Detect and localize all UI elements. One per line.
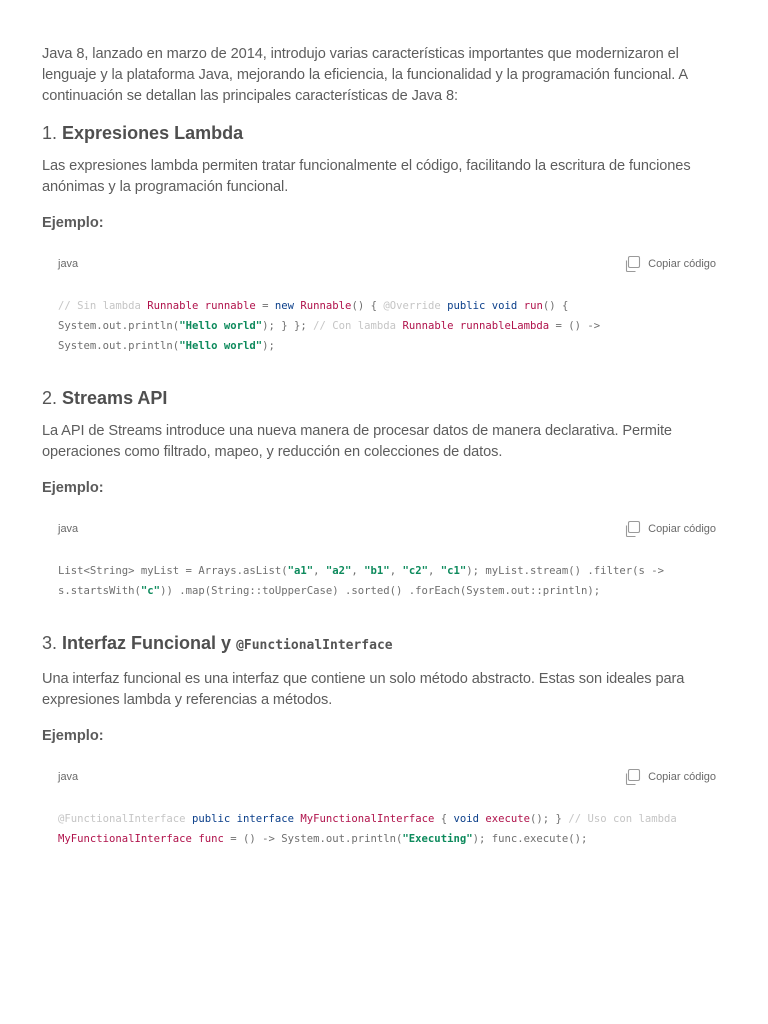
copy-icon (623, 520, 641, 538)
code-language: java (58, 258, 79, 270)
code-token: "b1" (364, 565, 390, 577)
section-heading (42, 386, 726, 410)
code-token: ); } }; (262, 320, 314, 332)
copy-code-label: Copiar código (648, 523, 716, 535)
section-heading (42, 121, 726, 145)
code-token: public void (447, 300, 518, 312)
code-header (42, 755, 726, 799)
example-label: Ejemplo: (42, 480, 104, 496)
code-token: , (427, 565, 441, 577)
code-token: run (523, 300, 543, 312)
code-token: // Con lambda (313, 320, 403, 332)
section-number: 3. (42, 633, 58, 653)
section-title: Streams API (62, 388, 168, 408)
copy-icon (623, 768, 641, 786)
sections-container (42, 121, 726, 863)
code-token: // Sin lambda (58, 300, 148, 312)
code-token: List<String> myList = Arrays.asList( (58, 565, 288, 577)
intro-paragraph: Java 8, lanzado en marzo de 2014, introdujo varias características importantes que modernizaron el lenguaje y la plataforma Java, mejorando la eficiencia, la funcionalidad y la programación funcional. A continuación se detallan las principales características de Java 8: (42, 46, 688, 104)
code-content (42, 799, 726, 863)
section-title: Expresiones Lambda (62, 123, 244, 143)
section-heading (42, 631, 726, 658)
code-language: java (58, 771, 79, 783)
code-token: (); } (530, 813, 569, 825)
code-token: "a1" (287, 565, 314, 577)
code-token: @Override (383, 300, 441, 312)
code-header (42, 507, 726, 551)
code-token: , (389, 565, 403, 577)
code-token: "c" (140, 585, 161, 597)
code-token: MyFunctionalInterface func (58, 833, 224, 845)
code-content (42, 551, 726, 615)
copy-code-button[interactable] (623, 255, 716, 273)
code-token: new (274, 300, 295, 312)
code-token: // Uso con lambda (568, 813, 684, 825)
code-token: Runnable runnableLambda (402, 320, 550, 332)
code-header (42, 242, 726, 286)
code-token: "Executing" (402, 833, 473, 845)
section-description: La API de Streams introduce una nueva manera de procesar datos de manera declarativa. Permite operaciones como filtrado, mapeo, y reducción en colecciones de datos. (42, 423, 672, 460)
code-token: public interface (191, 813, 295, 825)
code-token: "a2" (325, 565, 352, 577)
copy-code-label: Copiar código (648, 771, 716, 783)
code-block (42, 242, 726, 370)
code-token: ); myList.stream() .filter(s -> s.startsWith( (58, 565, 671, 597)
section-number: 2. (42, 388, 58, 408)
feature-section (42, 121, 726, 370)
code-token: @FunctionalInterface (58, 813, 186, 825)
feature-section (42, 631, 726, 863)
section-description: Las expresiones lambda permiten tratar funcionalmente el código, facilitando la escritura de funciones anónimas y la programación funcional. (42, 158, 691, 195)
code-block (42, 755, 726, 863)
copy-code-button[interactable] (623, 520, 716, 538)
section-title: Interfaz Funcional y (62, 633, 232, 653)
code-token: , (351, 565, 365, 577)
code-token: "Hello world" (179, 320, 263, 332)
copy-code-button[interactable] (623, 768, 716, 786)
code-token: () { System.out.println( (58, 300, 575, 332)
code-token: "c1" (440, 565, 467, 577)
code-block (42, 507, 726, 615)
code-token: "c2" (402, 565, 428, 577)
code-token: = () -> System.out.println( (58, 320, 607, 352)
example-label: Ejemplo: (42, 215, 104, 231)
code-token: ); (262, 340, 275, 352)
code-language: java (58, 523, 79, 535)
code-token: ); func.execute(); (472, 833, 588, 845)
section-description: Una interfaz funcional es una interfaz que contiene un solo método abstracto. Estas son ideales para expresiones lambda y referencias a métodos. (42, 671, 685, 708)
code-token: = () -> System.out.println( (223, 833, 403, 845)
code-token: Runnable runnable (147, 300, 256, 312)
copy-code-label: Copiar código (648, 258, 716, 270)
code-token: = (255, 300, 275, 312)
code-token: Runnable (300, 300, 352, 312)
copy-icon (623, 255, 641, 273)
feature-section (42, 386, 726, 615)
code-token: )) .map(String::toUpperCase) .sorted() .forEach(System.out::println); (160, 585, 601, 597)
code-token: , (313, 565, 326, 577)
code-token: () { (351, 300, 384, 312)
code-token: { (434, 813, 454, 825)
section-title-code: @FunctionalInterface (236, 638, 393, 653)
code-token: void (453, 813, 479, 825)
section-number: 1. (42, 123, 58, 143)
code-token: MyFunctionalInterface (300, 813, 435, 825)
code-token: execute (485, 813, 531, 825)
code-token: "Hello world" (179, 340, 263, 352)
example-label: Ejemplo: (42, 728, 104, 744)
code-content (42, 286, 726, 370)
